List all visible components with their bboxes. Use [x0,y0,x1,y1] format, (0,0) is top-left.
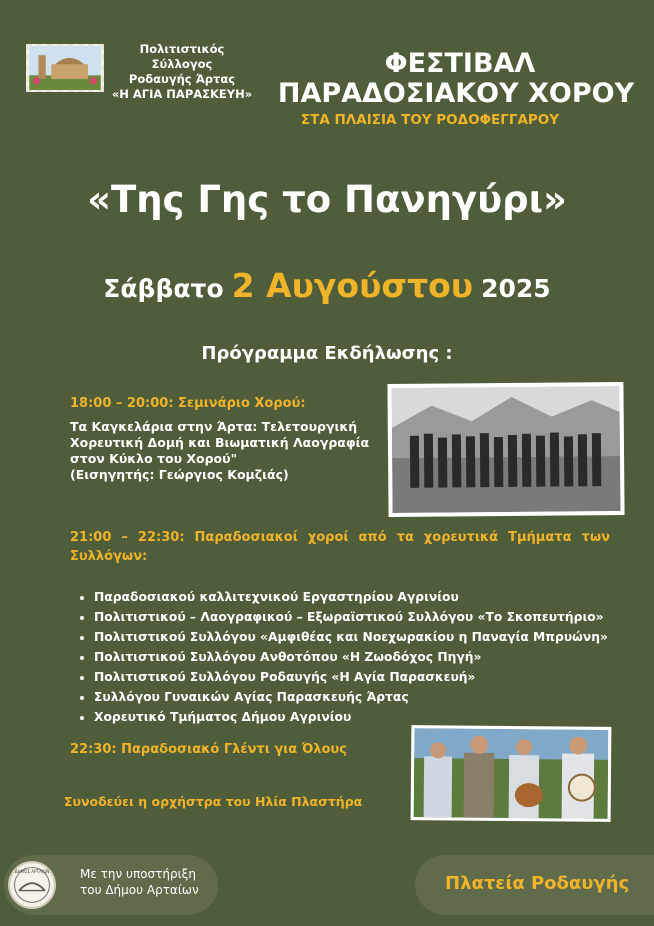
festival-title-line1: ΦΕΣΤΙΒΑΛ [384,48,536,79]
venue-pill [415,855,654,915]
event-date-main: 2 Αυγούστου [231,266,474,305]
event-year: 2025 [481,274,551,303]
support-line2: του Δήμου Αρταίων [80,883,199,897]
orchestra-credit: Συνοδεύει η ορχήστρα του Ηλία Πλαστήρα [64,794,363,809]
list-item: • Παραδοσιακού καλλιτεχνικού Εργαστηρίου Αγρινίου [94,587,608,607]
support-text [80,866,216,898]
festival-subtitle: ΣΤΑ ΠΛΑΙΣΙΑ ΤΟΥ ΡΟΔΟΦΕΓΓΑΡΟΥ [300,112,560,128]
festival-title-line2: ΠΑΡΑΔΟΣΙΑΚΟΥ ΧΟΡΟΥ [277,78,635,109]
seminar-speaker: (Εισηγητής: Γεώργιος Κομζιάς) [70,467,289,482]
seminar-desc-line1: Τα Καγκελάρια στην Άρτα: Τελετουργική [70,419,358,434]
event-day: Σάββατο [103,274,224,303]
organizer-name [108,42,256,102]
seminar-description [70,419,370,483]
list-item: • Πολιτιστικού Συλλόγου Ροδαυγής «Η Αγία Παρασκευή» [94,667,608,687]
dancers-photo [387,382,624,517]
seminar-time: 18:00 – 20:00: Σεμινάριο Χορού: [70,396,306,411]
seal-text: ΔΗΜΟΣ ΑΡΤΑΙΩΝ [14,869,50,875]
program-heading: Πρόγραμμα Εκδήλωσης : [201,343,453,364]
venue-name: Πλατεία Ροδαυγής [445,873,630,894]
organizer-line2: Ροδαυγής Άρτας [128,72,236,86]
association-logo [26,44,104,92]
support-line1: Με την υποστήριξη [80,867,196,881]
glenti-time: 22:30: Παραδοσιακό Γλέντι για Όλους [70,742,347,757]
event-date [0,266,654,305]
municipality-seal [8,861,56,909]
seminar-desc-line3: στον Κύκλο του Χορού" [70,451,238,466]
dances-heading: 21:00 – 22:30: Παραδοσιακοί χοροί από τα χορευτικά Τμήματα των Συλλόγων: [70,530,610,564]
musicians-photo [411,725,612,822]
event-title: «Της Γης το Πανηγύρι» [87,178,567,221]
groups-list [78,587,608,727]
list-item: • Χορευτικό Τμήματος Δήμου Αγρινίου [94,707,608,727]
list-item: • Συλλόγου Γυναικών Αγίας Παρασκευής Άρτας [94,687,608,707]
seminar-desc-line2: Χορευτική Δομή και Βιωματική Λαογραφία [70,435,370,450]
list-item: • Πολιτιστικού Συλλόγου «Αμφιθέας και Νοεχωρακίου η Παναγία Μπρυώνη» [94,627,608,647]
organizer-line1: Πολιτιστικός Σύλλογος [139,42,225,71]
list-item: • Πολιτιστικού Συλλόγου Ανθοτόπου «Η Ζωοδόχος Πηγή» [94,647,608,667]
organizer-line3: «Η ΑΓΙΑ ΠΑΡΑΣΚΕΥΗ» [111,87,253,101]
list-item: • Πολιτιστικού – Λαογραφικού – Εξωραϊστικού Συλλόγου «Το Σκοπευτήριο» [94,607,608,627]
church-image [28,46,102,90]
